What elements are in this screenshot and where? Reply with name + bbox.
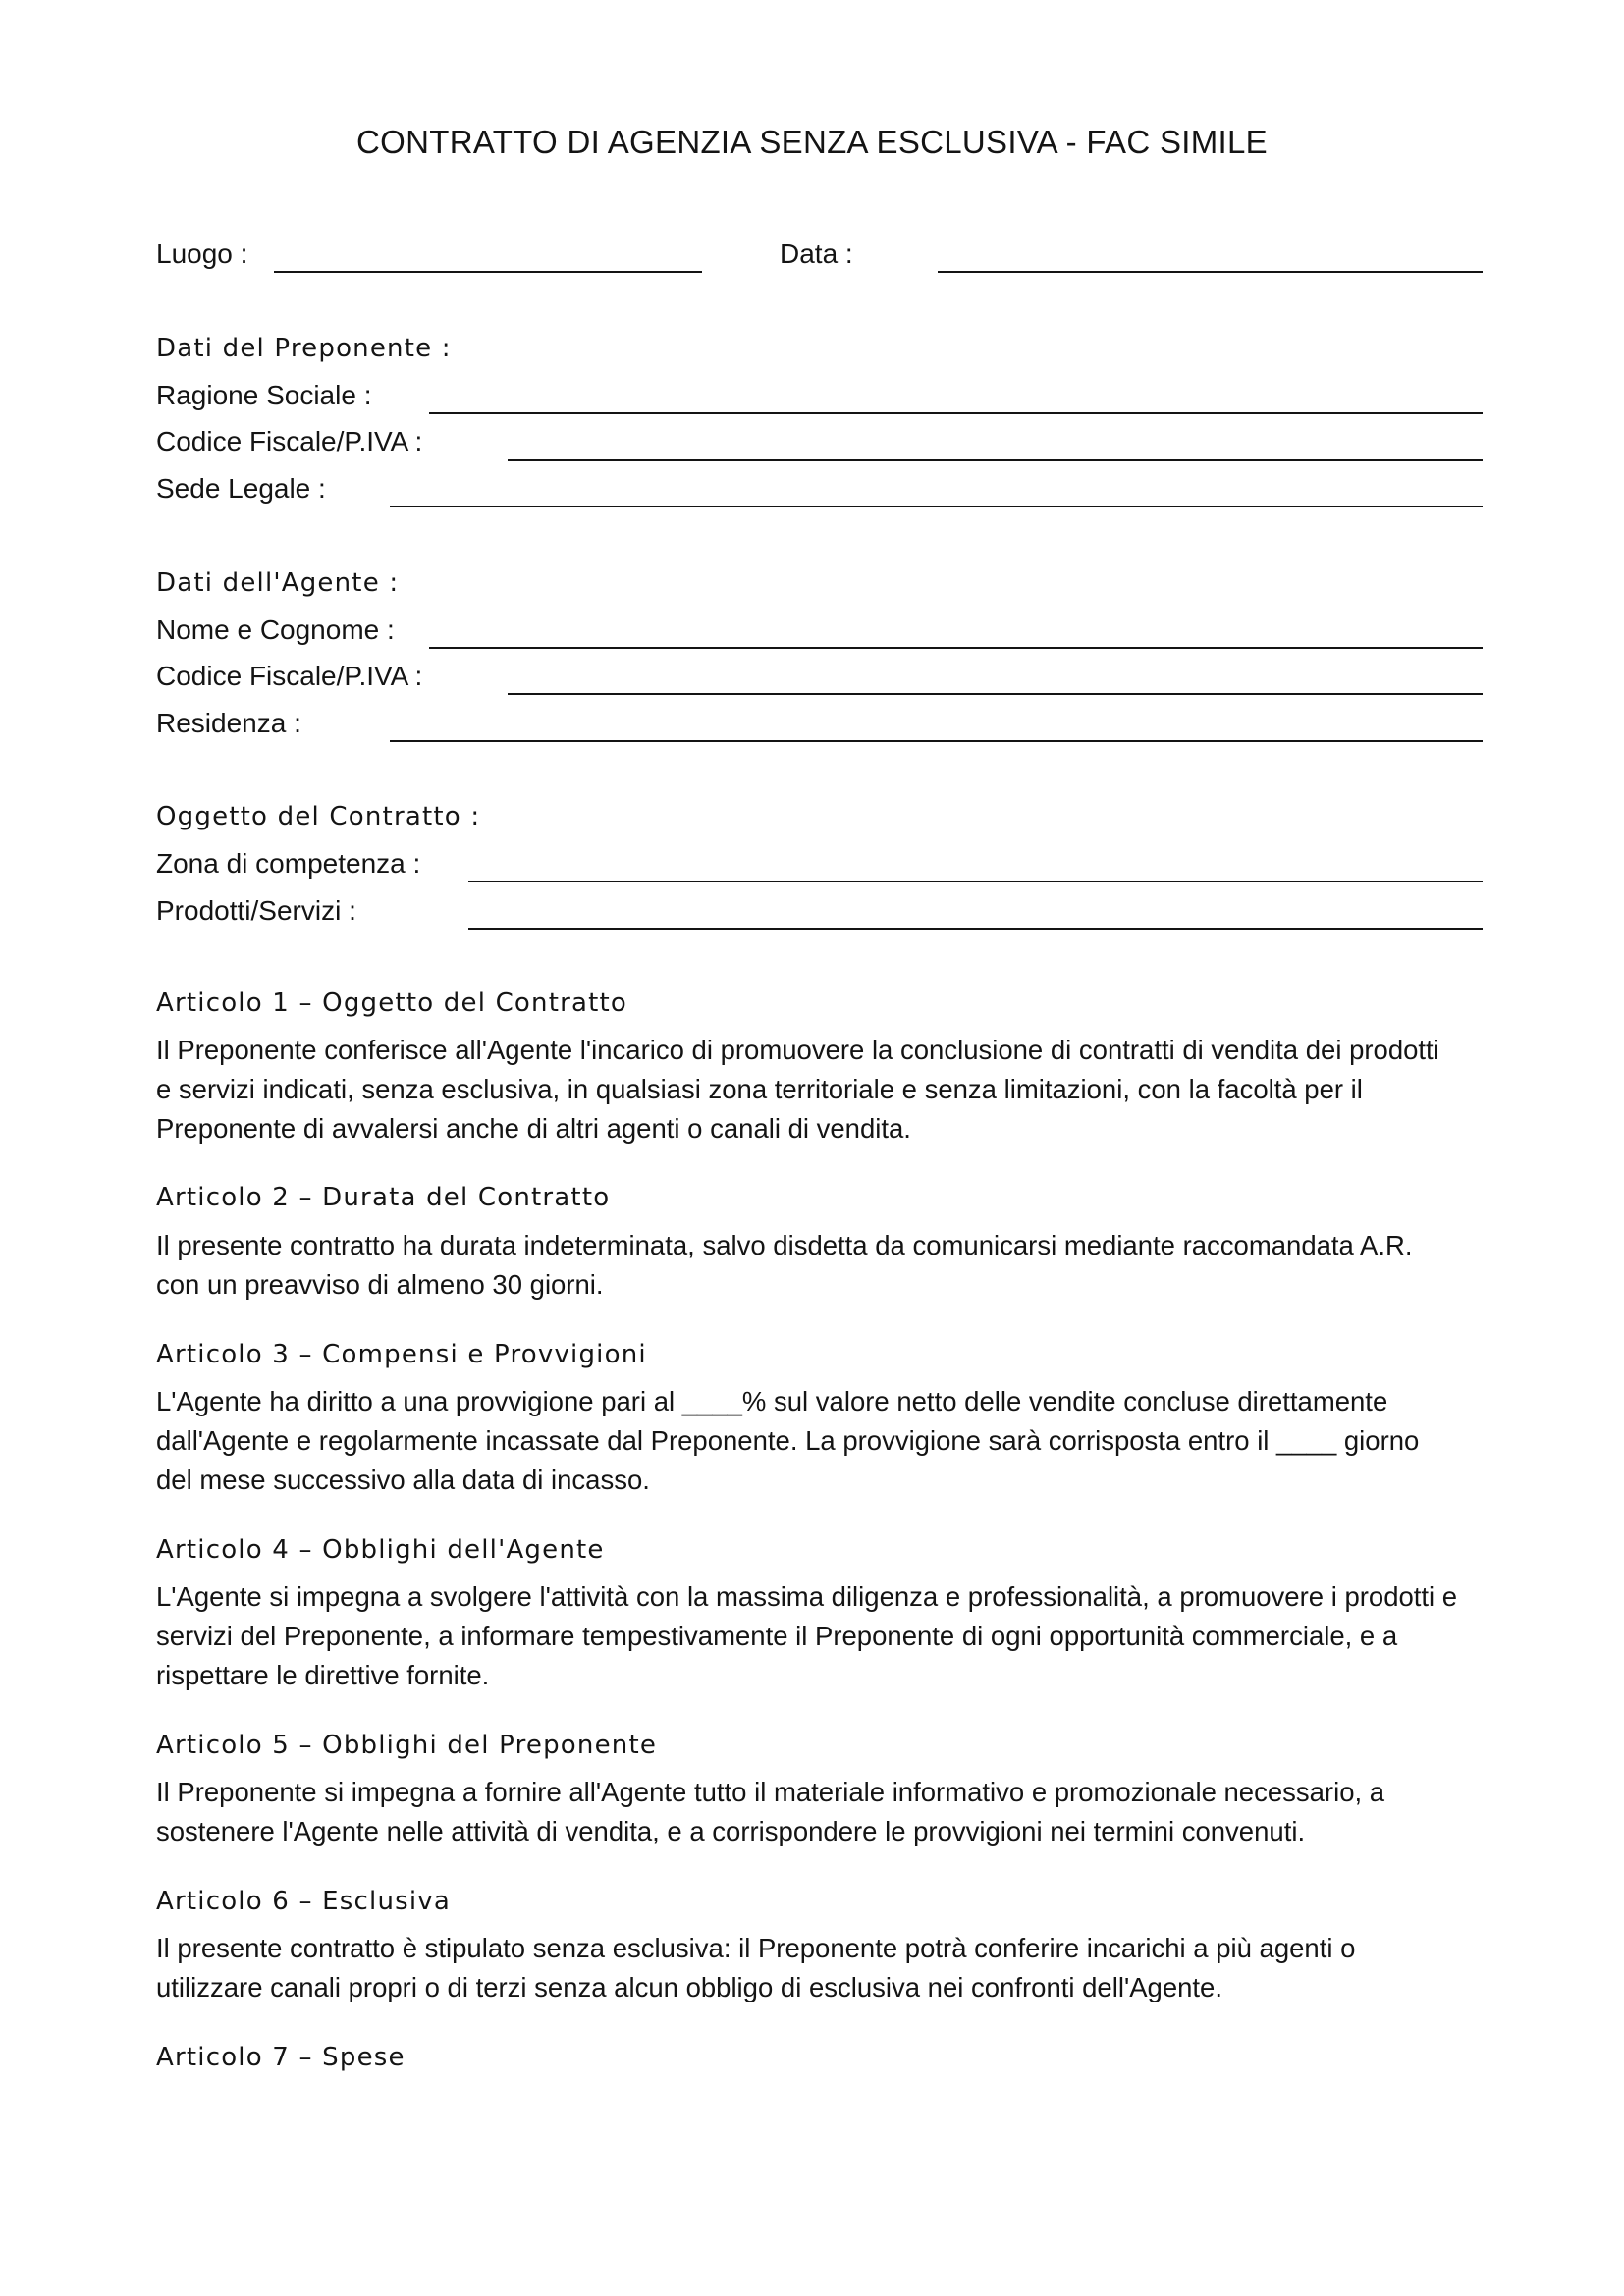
- article-3-line-2: dall'Agente e regolarmente incassate dal Preponente. La provvigione sarà corrisposta entro il ____ giorno: [156, 1425, 1420, 1456]
- article-3-title: Articolo 3 – Compensi e Provvigioni: [156, 1340, 647, 1369]
- nome-cognome-label: Nome e Cognome :: [156, 614, 395, 645]
- article-1-line-3: Preponente di avvalersi anche di altri agenti o canali di vendita.: [156, 1113, 911, 1144]
- article-5-title: Articolo 5 – Obblighi del Preponente: [156, 1731, 658, 1760]
- article-5-line-2: sostenere l'Agente nelle attività di vendita, e a corrispondere le provvigioni nei termini convenuti.: [156, 1816, 1306, 1846]
- ragione-sociale-label: Ragione Sociale :: [156, 380, 372, 410]
- residenza-label: Residenza :: [156, 708, 301, 738]
- agente-codice-fiscale-label: Codice Fiscale/P.IVA :: [156, 661, 423, 691]
- article-4-line-3: rispettare le direttive fornite.: [156, 1660, 490, 1690]
- zona-competenza-field[interactable]: [468, 881, 1483, 882]
- prodotti-servizi-field[interactable]: [468, 928, 1483, 930]
- article-1-line-1: Il Preponente conferisce all'Agente l'incarico di promuovere la conclusione di contratti di vendita dei prodotti: [156, 1035, 1439, 1065]
- prodotti-servizi-label: Prodotti/Servizi :: [156, 895, 356, 926]
- nome-cognome-field[interactable]: [429, 647, 1483, 649]
- article-1-body: [156, 1031, 1487, 1148]
- article-1-line-2: e servizi indicati, senza esclusiva, in qualsiasi zona territoriale e senza limitazioni, con la facoltà per il: [156, 1074, 1363, 1104]
- zona-competenza-label: Zona di competenza :: [156, 848, 421, 879]
- article-5-body: [156, 1773, 1487, 1851]
- article-2-body: [156, 1226, 1487, 1305]
- article-6-body: [156, 1929, 1487, 2007]
- article-4-line-2: servizi del Preponente, a informare tempestivamente il Preponente di ogni opportunità commerciale, e a: [156, 1621, 1398, 1651]
- article-6-line-1: Il presente contratto è stipulato senza esclusiva: il Preponente potrà conferire incarichi a più agenti o: [156, 1933, 1356, 1963]
- oggetto-heading: Oggetto del Contratto :: [156, 802, 481, 831]
- sede-legale-field[interactable]: [390, 506, 1483, 507]
- luogo-field[interactable]: [274, 271, 702, 273]
- preponente-codice-fiscale-field[interactable]: [508, 459, 1483, 461]
- article-4-title: Articolo 4 – Obblighi dell'Agente: [156, 1535, 605, 1565]
- preponente-heading: Dati del Preponente :: [156, 334, 452, 363]
- article-6-line-2: utilizzare canali propri o di terzi senza alcun obbligo di esclusiva nei confronti dell'Agente.: [156, 1972, 1222, 2002]
- article-2-line-1: Il presente contratto ha durata indeterminata, salvo disdetta da comunicarsi mediante raccomandata A.R.: [156, 1230, 1413, 1260]
- luogo-label: Luogo :: [156, 239, 248, 269]
- residenza-field[interactable]: [390, 740, 1483, 742]
- article-3-line-3: del mese successivo alla data di incasso.: [156, 1465, 650, 1495]
- sede-legale-label: Sede Legale :: [156, 473, 326, 504]
- data-field[interactable]: [938, 271, 1483, 273]
- article-3-body: [156, 1382, 1487, 1500]
- preponente-codice-fiscale-label: Codice Fiscale/P.IVA :: [156, 426, 423, 456]
- agente-heading: Dati dell'Agente :: [156, 568, 400, 598]
- article-4-line-1: L'Agente si impegna a svolgere l'attività con la massima diligenza e professionalità, a promuovere i prodotti e: [156, 1581, 1458, 1612]
- article-2-line-2: con un preavviso di almeno 30 giorni.: [156, 1269, 604, 1300]
- article-3-line-1: L'Agente ha diritto a una provvigione pari al ____% sul valore netto delle vendite concluse direttamente: [156, 1386, 1388, 1416]
- article-4-body: [156, 1577, 1487, 1695]
- document-title: CONTRATTO DI AGENZIA SENZA ESCLUSIVA - FAC SIMILE: [356, 124, 1268, 160]
- ragione-sociale-field[interactable]: [429, 412, 1483, 414]
- data-label: Data :: [780, 239, 853, 269]
- article-1-title: Articolo 1 – Oggetto del Contratto: [156, 988, 628, 1018]
- agente-codice-fiscale-field[interactable]: [508, 693, 1483, 695]
- article-7-title: Articolo 7 – Spese: [156, 2043, 406, 2072]
- article-5-line-1: Il Preponente si impegna a fornire all'Agente tutto il materiale informativo e promozionale necessario, a: [156, 1777, 1385, 1807]
- article-2-title: Articolo 2 – Durata del Contratto: [156, 1183, 611, 1212]
- article-6-title: Articolo 6 – Esclusiva: [156, 1887, 452, 1916]
